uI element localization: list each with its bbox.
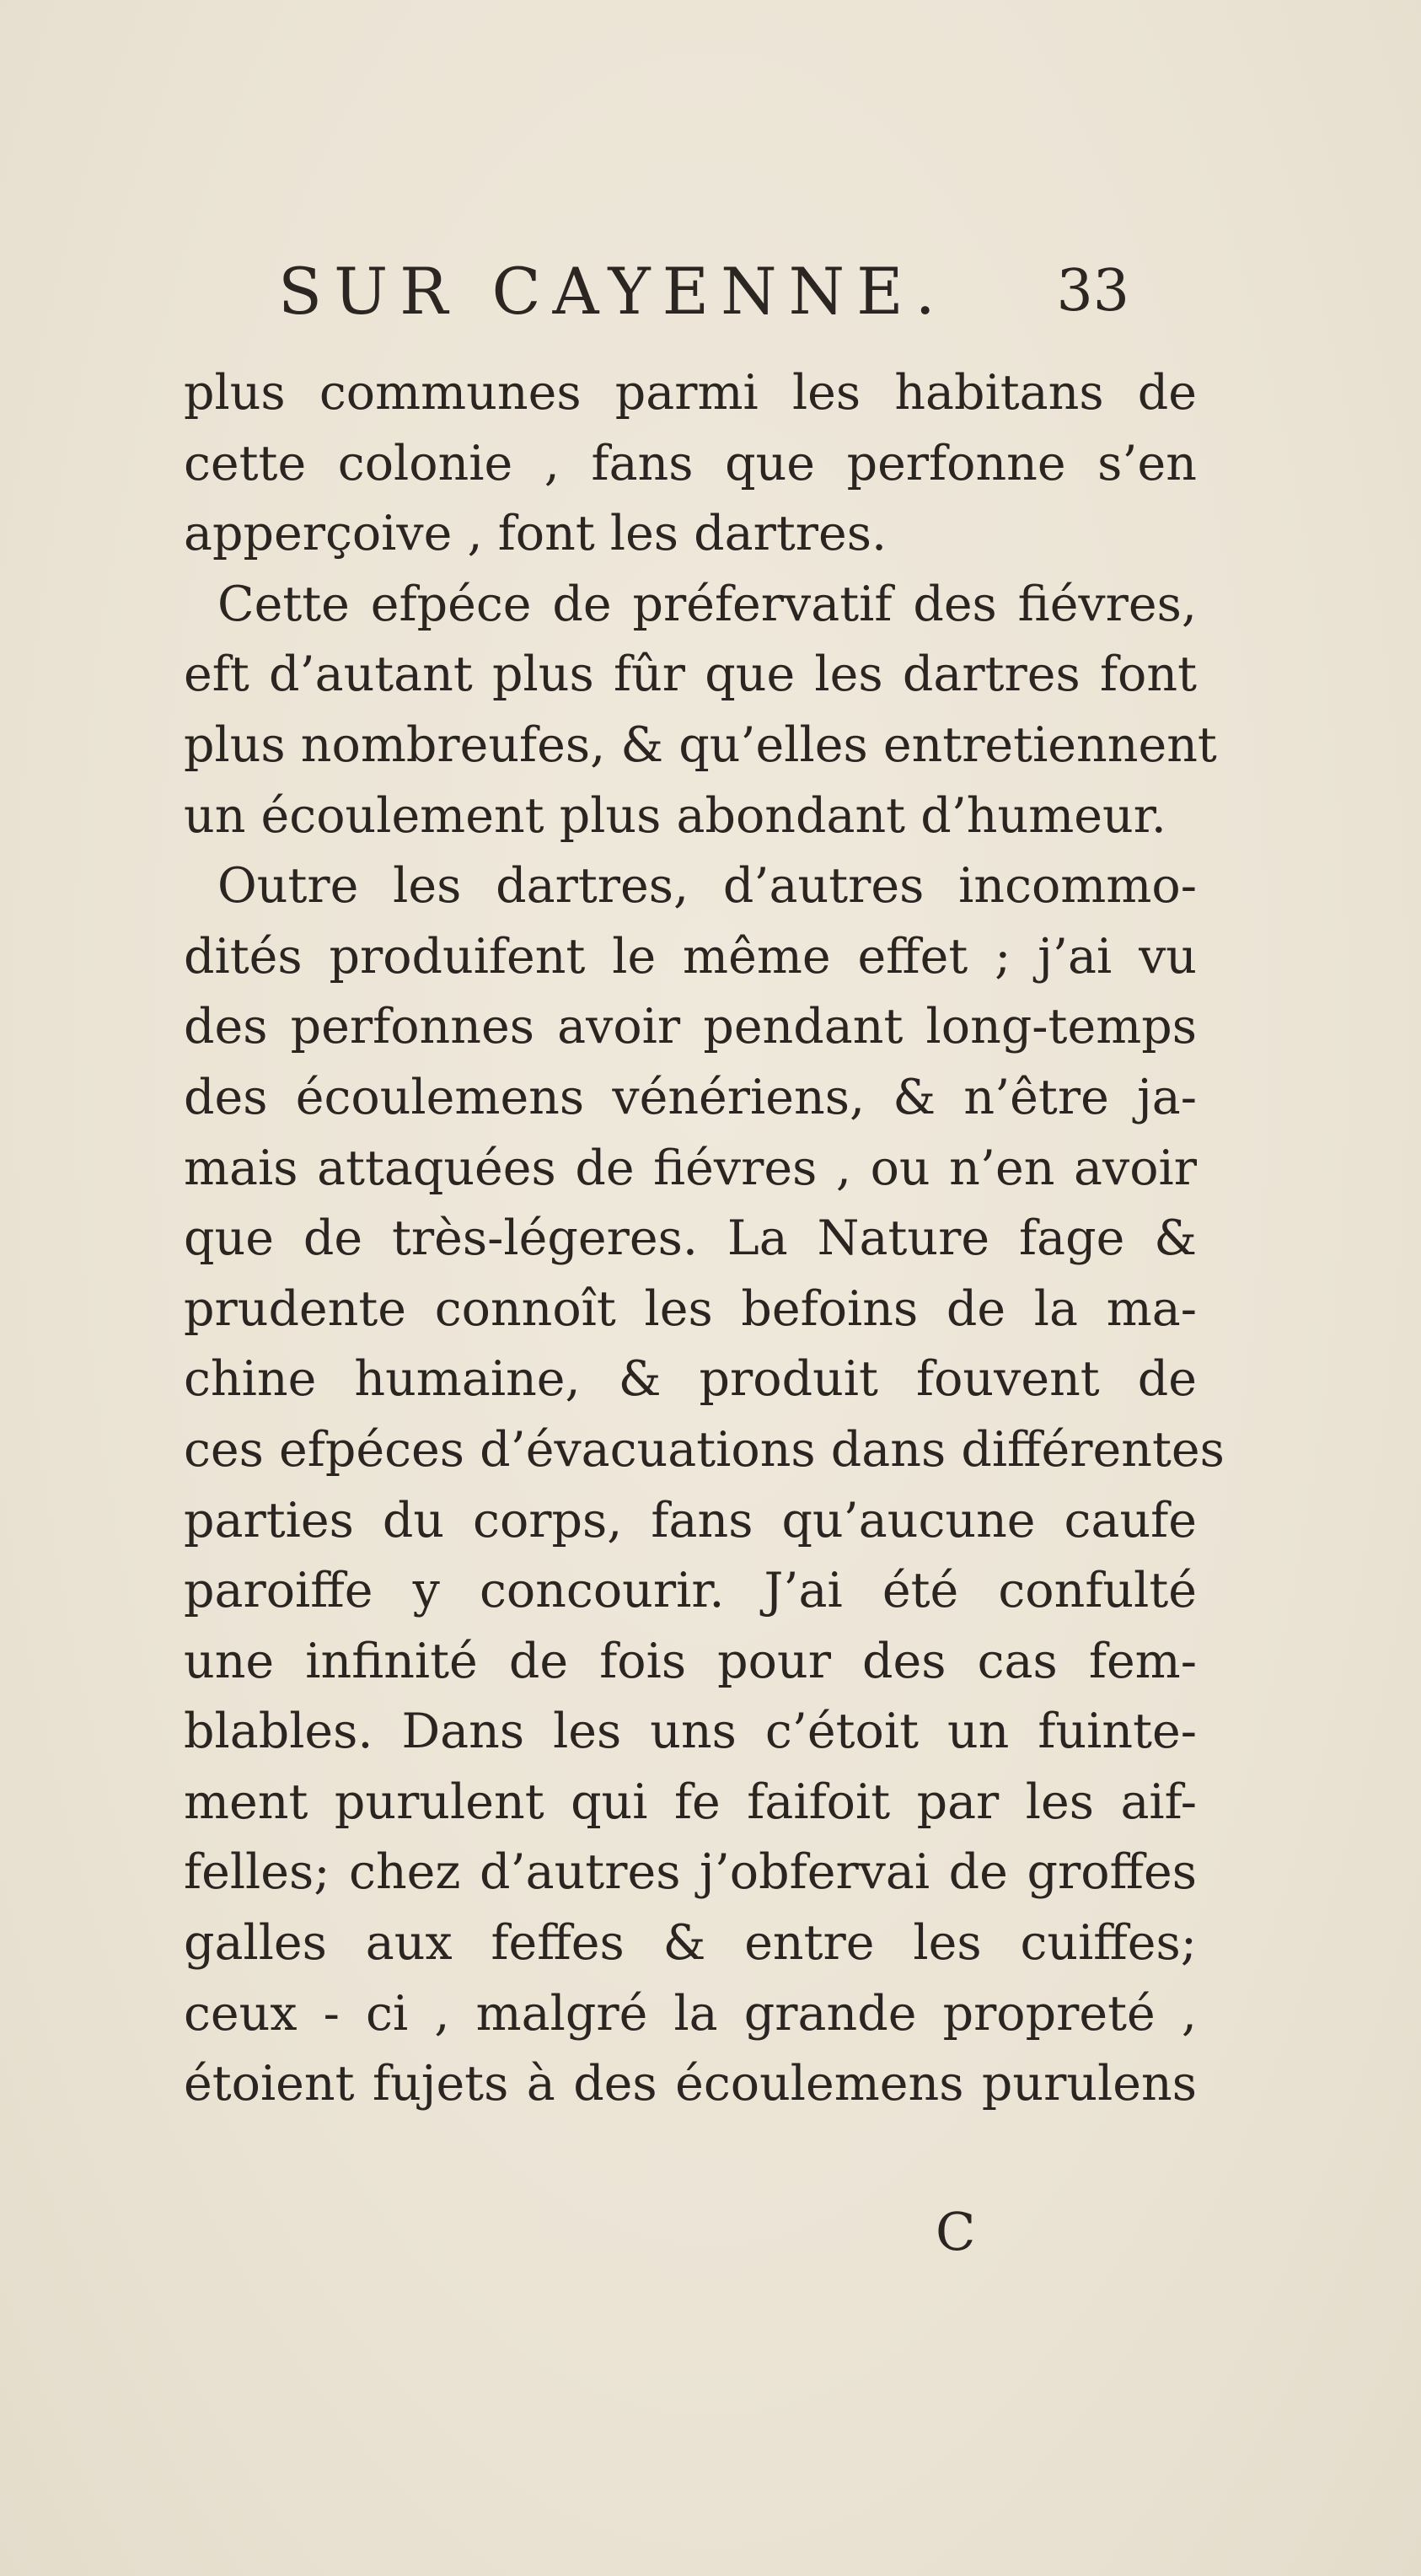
text-line: cette colonie , fans que perfonne s’en: [184, 435, 1197, 491]
text-line: une infinité de fois pour des cas fem-: [184, 1633, 1197, 1689]
text-line: galles aux feffes & entre les cuiffes;: [184, 1915, 1197, 1972]
text-line: apperçoive , font les dartres.: [184, 506, 887, 562]
text-line: eft d’autant plus fûr que les dartres font: [184, 647, 1197, 703]
catchword-signature: C: [936, 2201, 976, 2262]
text-line: Outre les dartres, d’autres incommo-: [217, 858, 1197, 915]
running-head: [278, 250, 1129, 334]
text-line: étoient fujets à des écoulemens purulens: [184, 2056, 1197, 2112]
text-line: chine humaine, & produit fouvent de: [184, 1351, 1197, 1408]
text-line: Cette efpéce de préfervatif des fiévres,: [217, 576, 1197, 632]
text-line: des écoulemens vénériens, & n’être ja-: [184, 1069, 1197, 1125]
text-line: ces efpéces d’évacuations dans différentes: [184, 1421, 1225, 1478]
text-line: dités produifent le même effet ; j’ai vu: [184, 928, 1197, 985]
text-line: blables. Dans les uns c’étoit un fuinte-: [184, 1704, 1197, 1760]
text-line: ceux - ci , malgré la grande propreté ,: [184, 1985, 1197, 2042]
text-line: prudente connoît les befoins de la ma-: [184, 1280, 1197, 1337]
text-line: un écoulement plus abondant d’humeur.: [184, 787, 1166, 844]
text-line: mais attaquées de fiévres , ou n’en avoir: [184, 1140, 1197, 1196]
text-line: plus nombreufes, & qu’elles entretiennent: [184, 716, 1217, 773]
text-line: des perfonnes avoir pendant long-temps: [184, 999, 1197, 1055]
text-line: parties du corps, fans qu’aucune caufe: [184, 1492, 1197, 1548]
body-text: [184, 358, 1225, 2120]
running-head-title: SUR CAYENNE.: [278, 254, 947, 329]
text-line: plus communes parmi les habitans de: [184, 365, 1197, 421]
text-line: felles; chez d’autres j’obfervai de groffes: [184, 1844, 1197, 1901]
text-line: que de très-légeres. La Nature fage &: [184, 1210, 1197, 1267]
page-number: 33: [1056, 258, 1129, 325]
text-line: paroiffe y concourir. J’ai été confulté: [184, 1563, 1197, 1619]
text-line: ment purulent qui fe faifoit par les aif-: [184, 1774, 1197, 1830]
